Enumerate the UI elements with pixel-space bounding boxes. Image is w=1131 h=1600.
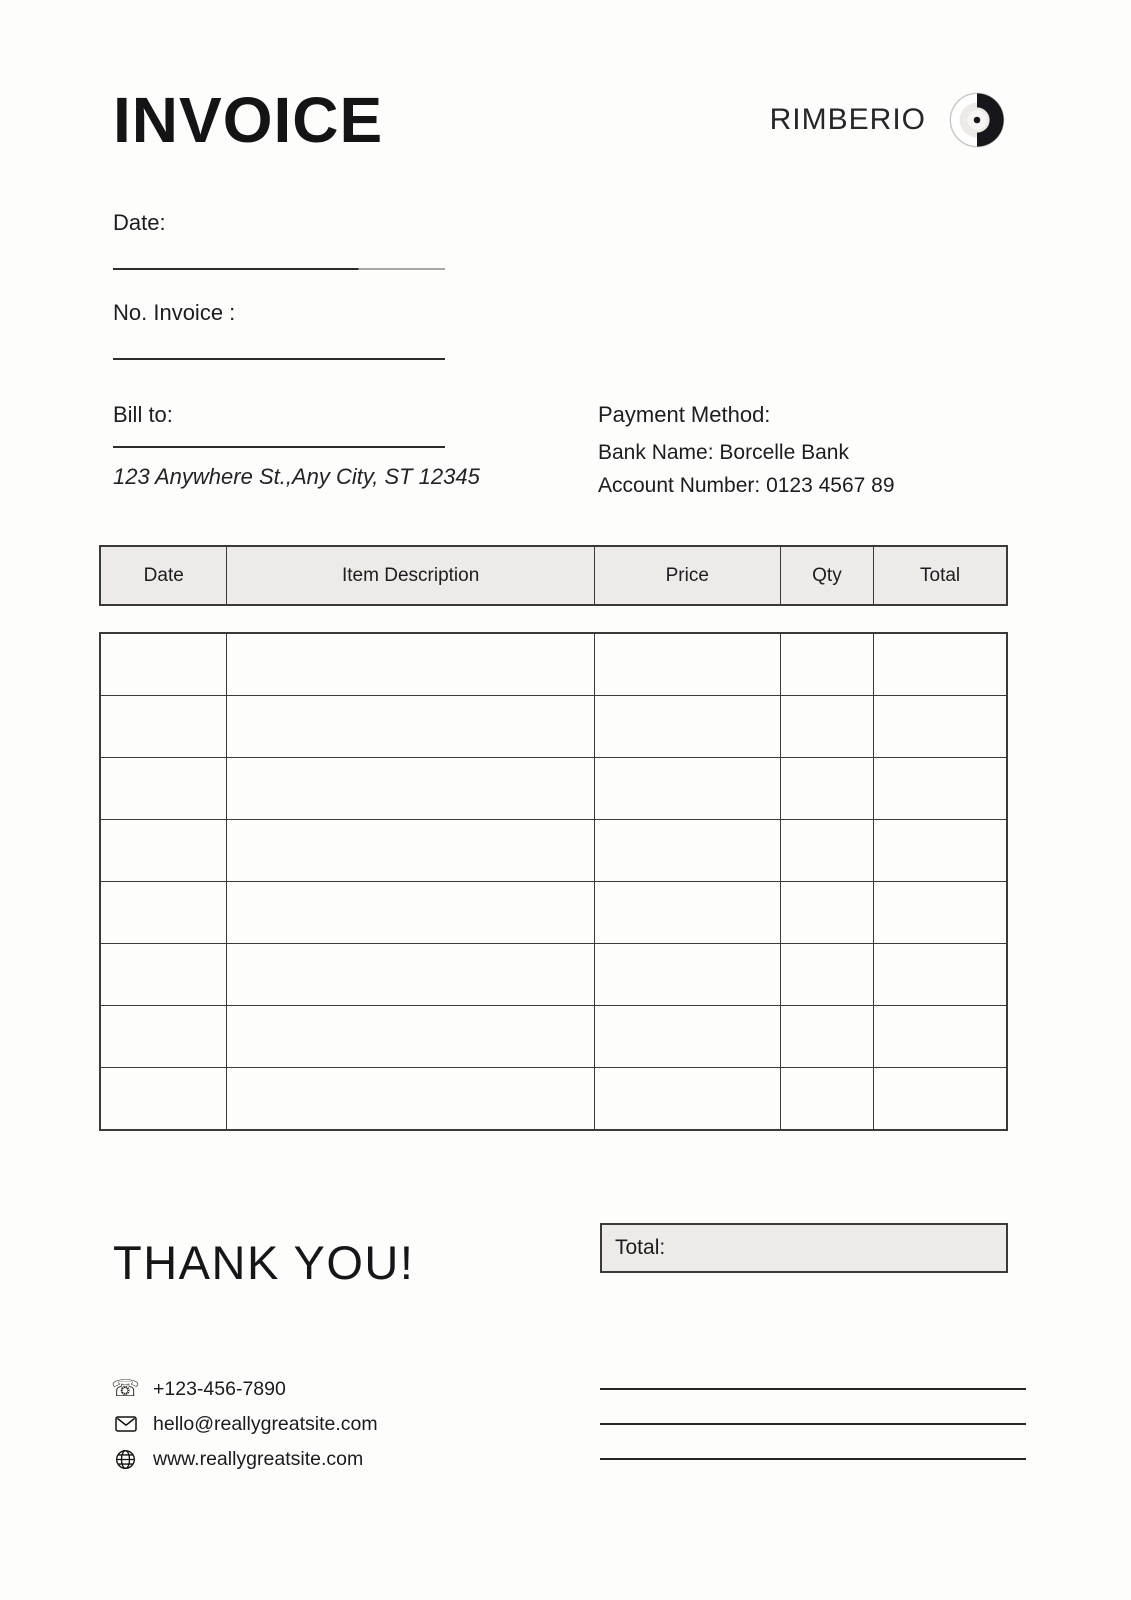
empty-item-cell[interactable] xyxy=(874,758,1007,820)
empty-item-cell[interactable] xyxy=(874,1006,1007,1068)
empty-item-cell[interactable] xyxy=(874,696,1007,758)
signature-lines xyxy=(600,1376,1026,1493)
empty-item-cell[interactable] xyxy=(594,820,780,882)
column-header-price: Price xyxy=(594,546,780,605)
total-box[interactable] xyxy=(600,1223,1008,1273)
empty-item-cell[interactable] xyxy=(594,944,780,1006)
empty-item-cell[interactable] xyxy=(227,1068,594,1131)
phone-icon: ☏ xyxy=(111,1375,140,1402)
empty-item-cell[interactable] xyxy=(594,1068,780,1131)
contact-email-row xyxy=(113,1411,600,1437)
bill-to-fill-line[interactable] xyxy=(113,446,445,448)
empty-item-cell[interactable] xyxy=(780,1068,873,1131)
empty-item-cell[interactable] xyxy=(780,1006,873,1068)
empty-item-row xyxy=(100,758,1007,820)
signature-line[interactable] xyxy=(600,1458,1026,1460)
total-label: Total: xyxy=(615,1236,666,1259)
bank-name: Bank Name: Borcelle Bank xyxy=(598,441,849,464)
header-row xyxy=(100,546,1007,605)
email-icon xyxy=(113,1412,138,1437)
empty-item-cell[interactable] xyxy=(100,633,227,696)
empty-item-cell[interactable] xyxy=(780,758,873,820)
empty-item-cell[interactable] xyxy=(874,882,1007,944)
invoice-meta xyxy=(113,210,1131,360)
billing-section xyxy=(113,402,1008,498)
summary-section xyxy=(113,1223,1008,1290)
empty-item-cell[interactable] xyxy=(227,633,594,696)
items-table-header xyxy=(99,545,1008,606)
brand-logo-icon xyxy=(946,89,1008,151)
signature-line[interactable] xyxy=(600,1388,1026,1390)
empty-item-cell[interactable] xyxy=(100,696,227,758)
contact-phone-row xyxy=(113,1376,600,1402)
empty-item-cell[interactable] xyxy=(594,758,780,820)
empty-item-row xyxy=(100,944,1007,1006)
brand-name: RIMBERIO xyxy=(769,103,926,136)
column-header-total: Total xyxy=(874,546,1007,605)
column-header-date: Date xyxy=(100,546,227,605)
empty-item-cell[interactable] xyxy=(780,633,873,696)
empty-item-row xyxy=(100,696,1007,758)
website-url: www.reallygreatsite.com xyxy=(153,1447,364,1470)
signature-line[interactable] xyxy=(600,1423,1026,1425)
empty-item-cell[interactable] xyxy=(780,944,873,1006)
empty-item-cell[interactable] xyxy=(780,882,873,944)
empty-item-row xyxy=(100,820,1007,882)
empty-item-cell[interactable] xyxy=(100,758,227,820)
empty-item-cell[interactable] xyxy=(594,696,780,758)
phone-number: +123-456-7890 xyxy=(153,1377,286,1400)
invoice-no-fill-line[interactable] xyxy=(113,358,445,360)
empty-item-cell[interactable] xyxy=(227,1006,594,1068)
empty-item-cell[interactable] xyxy=(874,820,1007,882)
bill-to-address: 123 Anywhere St.,Any City, ST 12345 xyxy=(113,464,480,489)
date-fill-line[interactable] xyxy=(113,268,445,270)
bill-to-block xyxy=(113,402,598,498)
email-address: hello@reallygreatsite.com xyxy=(153,1412,378,1435)
empty-item-cell[interactable] xyxy=(594,1006,780,1068)
empty-item-row xyxy=(100,1006,1007,1068)
document-header xyxy=(113,84,1008,156)
empty-item-cell[interactable] xyxy=(874,633,1007,696)
contact-block xyxy=(113,1376,600,1493)
date-label: Date: xyxy=(113,210,166,235)
empty-item-cell[interactable] xyxy=(594,633,780,696)
empty-item-cell[interactable] xyxy=(227,944,594,1006)
empty-item-cell[interactable] xyxy=(100,820,227,882)
empty-item-cell[interactable] xyxy=(227,882,594,944)
empty-item-cell[interactable] xyxy=(227,820,594,882)
brand-block xyxy=(770,89,1008,151)
empty-item-row xyxy=(100,1068,1007,1131)
empty-item-cell[interactable] xyxy=(100,882,227,944)
empty-item-cell[interactable] xyxy=(100,1006,227,1068)
payment-method-label: Payment Method: xyxy=(598,402,771,427)
bill-to-label: Bill to: xyxy=(113,402,173,427)
empty-item-cell[interactable] xyxy=(874,944,1007,1006)
thank-you-text: THANK YOU! xyxy=(113,1236,415,1289)
empty-item-cell[interactable] xyxy=(874,1068,1007,1131)
empty-item-cell[interactable] xyxy=(100,1068,227,1131)
empty-item-cell[interactable] xyxy=(100,944,227,1006)
empty-item-cell[interactable] xyxy=(227,696,594,758)
globe-icon xyxy=(113,1447,138,1472)
payment-method-block xyxy=(598,402,895,498)
empty-item-cell[interactable] xyxy=(594,882,780,944)
empty-item-row xyxy=(100,633,1007,696)
column-header-qty: Qty xyxy=(780,546,873,605)
empty-item-cell[interactable] xyxy=(780,820,873,882)
items-table-body xyxy=(99,632,1008,1131)
column-header-item-description: Item Description xyxy=(227,546,594,605)
empty-item-row xyxy=(100,882,1007,944)
page-title: INVOICE xyxy=(113,84,384,156)
items-table-area xyxy=(99,545,1008,1131)
empty-item-cell[interactable] xyxy=(227,758,594,820)
contact-website-row xyxy=(113,1446,600,1472)
empty-item-cell[interactable] xyxy=(780,696,873,758)
account-number: Account Number: 0123 4567 89 xyxy=(598,474,895,497)
invoice-no-label: No. Invoice : xyxy=(113,300,236,325)
footer-section xyxy=(113,1376,1026,1493)
